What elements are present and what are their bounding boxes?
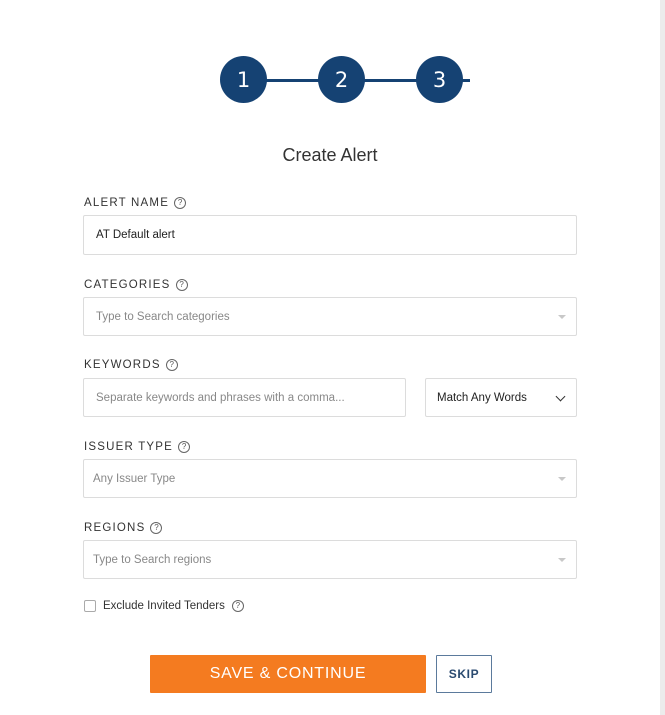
help-icon[interactable]: ? — [176, 279, 188, 291]
categories-select[interactable]: Type to Search categories — [83, 297, 577, 336]
step-1[interactable]: 1 — [220, 56, 267, 103]
categories-label: CATEGORIES ? — [84, 279, 188, 291]
help-icon[interactable]: ? — [178, 441, 190, 453]
help-icon[interactable]: ? — [232, 600, 244, 612]
chevron-down-icon — [556, 391, 566, 401]
alert-name-label: ALERT NAME ? — [84, 197, 186, 209]
help-icon[interactable]: ? — [150, 522, 162, 534]
save-continue-button[interactable]: SAVE & CONTINUE — [150, 655, 426, 693]
step-2[interactable]: 2 — [318, 56, 365, 103]
step-3[interactable]: 3 — [416, 56, 463, 103]
dropdown-caret-icon — [558, 558, 566, 562]
page-title: Create Alert — [282, 145, 378, 165]
keywords-input[interactable]: Separate keywords and phrases with a comma... — [83, 378, 406, 417]
help-icon[interactable]: ? — [174, 197, 186, 209]
dropdown-caret-icon — [558, 315, 566, 319]
exclude-invited-label[interactable]: Exclude Invited Tenders — [103, 600, 225, 612]
regions-select[interactable]: Type to Search regions — [83, 540, 577, 579]
help-icon[interactable]: ? — [166, 359, 178, 371]
keywords-label: KEYWORDS ? — [84, 359, 178, 371]
exclude-invited-checkbox[interactable] — [84, 600, 96, 612]
match-mode-select[interactable]: Match Any Words — [425, 378, 577, 417]
exclude-invited-row[interactable] — [84, 600, 244, 612]
issuer-type-select[interactable]: Any Issuer Type — [83, 459, 577, 498]
progress-stepper — [220, 56, 463, 104]
issuer-type-label: ISSUER TYPE ? — [84, 441, 190, 453]
regions-label: REGIONS ? — [84, 522, 162, 534]
alert-name-input[interactable]: AT Default alert — [83, 215, 577, 255]
skip-button[interactable]: SKIP — [436, 655, 492, 693]
dropdown-caret-icon — [558, 477, 566, 481]
scrollbar-track[interactable] — [660, 0, 665, 715]
